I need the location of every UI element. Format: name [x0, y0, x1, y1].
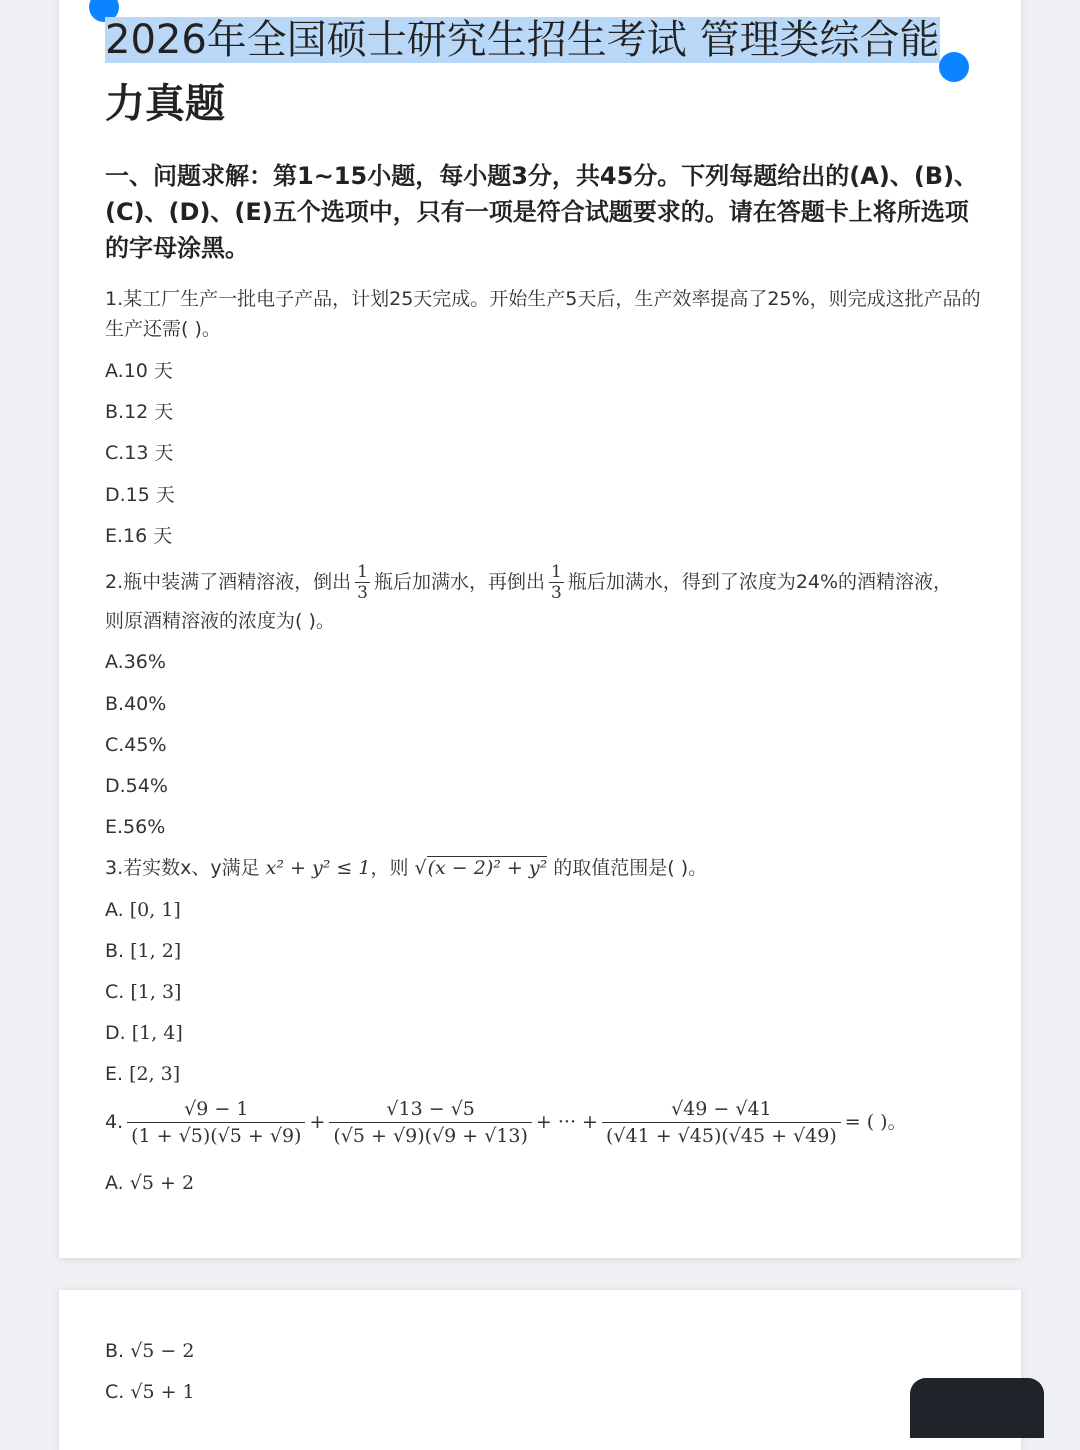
q2-text-c: 瓶后加满水，得到了浓度为24%的酒精溶液， — [567, 571, 953, 593]
question-3-option-a — [105, 895, 181, 925]
q4-option-a-label: A. — [105, 1172, 124, 1194]
question-3-option-c — [105, 977, 181, 1007]
q2-frac1-num: 1 — [357, 562, 368, 582]
q4-ellipsis: + ··· + — [535, 1111, 598, 1133]
selected-title-text[interactable]: 2026年全国硕士研究生招生考试 管理类综合能 — [105, 17, 940, 63]
q3-option-d-value: [1, 4] — [131, 1022, 183, 1044]
q3-text-b: ，则 — [370, 857, 409, 879]
question-3-option-b — [105, 936, 181, 966]
question-3-stem — [105, 853, 707, 883]
q4-term-2 — [329, 1096, 532, 1149]
q2-fraction-2 — [549, 562, 564, 603]
sqrt-symbol: √ — [414, 857, 427, 879]
section-heading: 一、问题求解：第1~15小题，每小题3分，共45分。下列每题给出的(A)、(B)、(C)、(D)、(E)五个选项中，只有一项是符合试题要求的。请在答题卡上将所选项的字母涂黑。 — [105, 162, 979, 262]
question-1-option-a: A.10 天 — [105, 360, 173, 382]
page-title[interactable] — [105, 8, 975, 136]
question-2-stem-line2: 则原酒精溶液的浓度为( )。 — [105, 610, 335, 632]
q4-tail: = ( )。 — [844, 1111, 907, 1133]
q3-condition: x² + y² ≤ 1 — [265, 857, 371, 879]
question-1-option-b: B.12 天 — [105, 401, 174, 423]
q3-text-a: 3.若实数x、y满足 — [105, 857, 260, 879]
q3-option-e-value: [2, 3] — [129, 1063, 181, 1085]
q3-option-a-label: A. — [105, 899, 124, 921]
q3-option-c-label: C. — [105, 981, 125, 1003]
q4-term3-num: √49 − √41 — [602, 1096, 841, 1123]
q2-fraction-1 — [355, 562, 370, 603]
question-1-stem: 1.某工厂生产一批电子产品，计划25天完成。开始生产5天后，生产效率提高了25%，则完成这批产品的生产还需( )。 — [105, 288, 981, 340]
q3-option-b-label: B. — [105, 940, 125, 962]
document-page-2 — [59, 1290, 1021, 1450]
q4-term3-den: (√41 + √45)(√45 + √49) — [605, 1125, 837, 1147]
q4-option-b-label: B. — [105, 1340, 125, 1362]
q4-prefix: 4. — [105, 1111, 124, 1133]
q3-option-b-value: [1, 2] — [130, 940, 182, 962]
question-2-option-e: E.56% — [105, 816, 166, 838]
question-4-option-a — [105, 1168, 194, 1198]
q4-term-1 — [127, 1096, 305, 1149]
q4-term2-den: (√5 + √9)(√9 + √13) — [333, 1125, 528, 1147]
title-continuation: 力真题 — [105, 81, 225, 127]
q2-frac2-den: 3 — [550, 583, 562, 603]
document-page-1 — [59, 0, 1021, 1258]
floating-action-button[interactable] — [910, 1378, 1044, 1438]
q2-text-b: 瓶后加满水，再倒出 — [373, 571, 545, 593]
q3-option-c-value: [1, 3] — [130, 981, 182, 1003]
selection-end-handle[interactable] — [939, 52, 969, 82]
question-2-option-d: D.54% — [105, 775, 168, 797]
question-2-option-b: B.40% — [105, 693, 167, 715]
q3-expression: (x − 2)² + y² — [427, 857, 548, 879]
q3-option-e-label: E. — [105, 1063, 124, 1085]
q4-option-a-value: √5 + 2 — [129, 1172, 195, 1194]
q4-term1-den: (1 + √5)(√5 + √9) — [131, 1125, 302, 1147]
question-1-option-c: C.13 天 — [105, 442, 174, 464]
q3-option-a-value: [0, 1] — [129, 899, 181, 921]
q2-text-a: 2.瓶中装满了酒精溶液，倒出 — [105, 571, 352, 593]
question-1-option-e: E.16 天 — [105, 525, 173, 547]
q4-option-b-value: √5 − 2 — [130, 1340, 195, 1362]
question-2-option-c: C.45% — [105, 734, 167, 756]
question-4-option-b — [105, 1336, 194, 1366]
q4-option-c-label: C. — [105, 1381, 125, 1403]
q4-term1-num: √9 − 1 — [127, 1096, 305, 1123]
q3-option-d-label: D. — [105, 1022, 126, 1044]
question-1-option-d: D.15 天 — [105, 484, 175, 506]
question-2-option-a: A.36% — [105, 651, 166, 673]
question-4-stem — [105, 1094, 907, 1150]
question-3-option-d — [105, 1018, 183, 1048]
q4-term-3 — [602, 1096, 841, 1149]
q4-term2-num: √13 − √5 — [329, 1096, 532, 1123]
question-2-stem-line1 — [105, 562, 952, 603]
q2-frac1-den: 3 — [357, 583, 368, 603]
q3-text-c: 的取值范围是( )。 — [553, 857, 708, 879]
q4-option-c-value: √5 + 1 — [130, 1381, 195, 1403]
question-4-option-c — [105, 1377, 195, 1407]
q2-frac2-num: 1 — [550, 562, 562, 582]
question-3-option-e — [105, 1059, 180, 1089]
q4-plus: + — [309, 1111, 326, 1133]
